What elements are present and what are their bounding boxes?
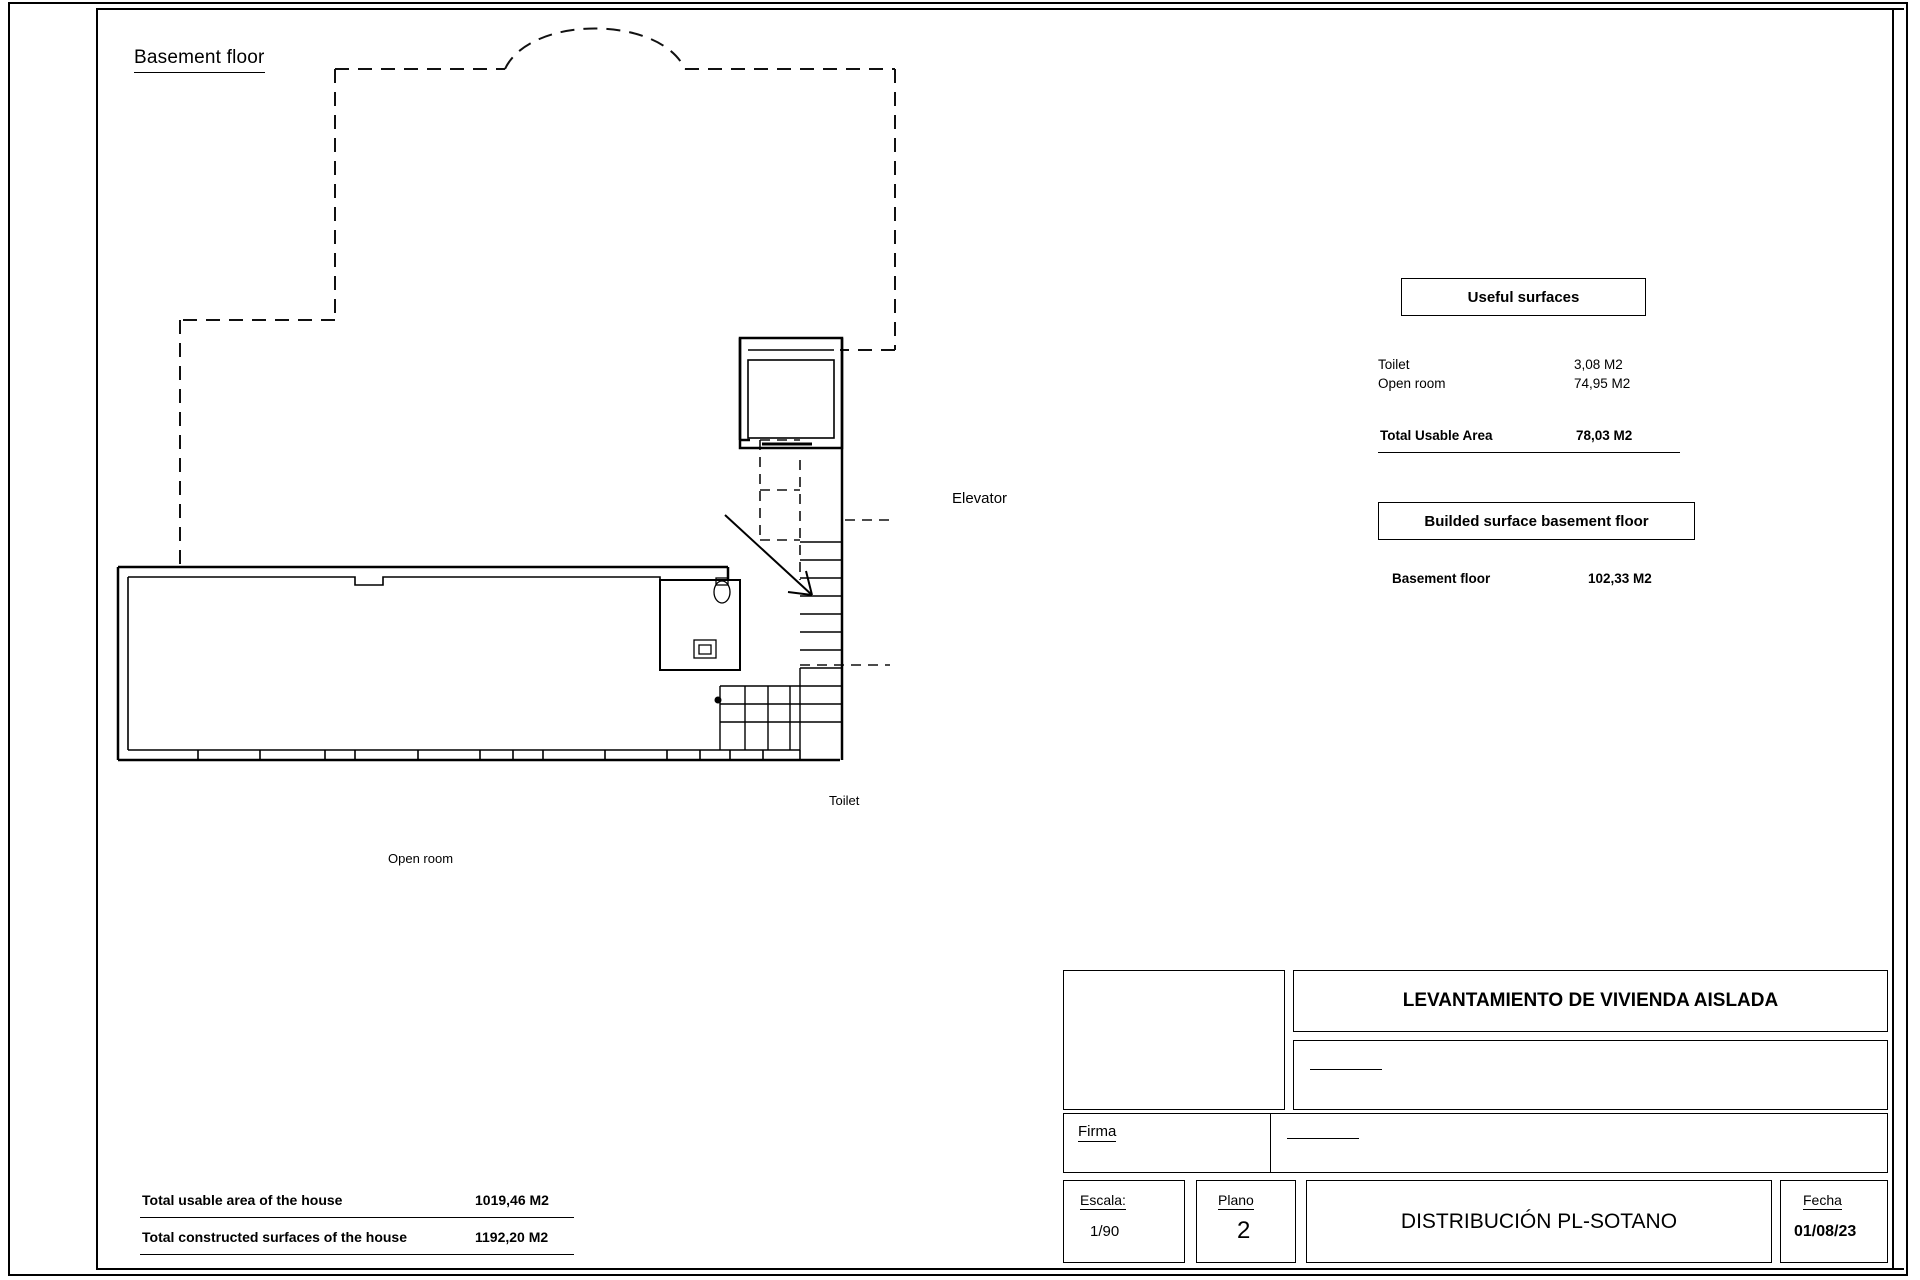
sheet-border-inner-right xyxy=(1892,8,1894,1270)
date-value: 01/08/23 xyxy=(1794,1223,1857,1240)
title-block-date-cell xyxy=(1780,1180,1888,1263)
total-usable-area-value: 1019,46 M2 xyxy=(475,1192,549,1208)
title-block-reviewer-rule xyxy=(1287,1138,1359,1139)
title-block-scale-cell xyxy=(1063,1180,1185,1263)
total-constructed-value: 1192,20 M2 xyxy=(475,1229,549,1245)
legend-row-basement-floor-value: 102,33 M2 xyxy=(1588,571,1652,586)
date-label: Fecha xyxy=(1803,1192,1842,1208)
floor-plan-drawing xyxy=(100,20,1100,1020)
legend-useful-surfaces-header: Useful surfaces xyxy=(1401,278,1646,316)
legend-row-toilet-value: 3,08 M2 xyxy=(1574,357,1623,372)
total-constructed-label: Total constructed surfaces of the house xyxy=(142,1229,408,1245)
title-block-author-cell xyxy=(1293,1040,1888,1110)
signature-label: Firma xyxy=(1078,1123,1117,1140)
title-block-author-rule xyxy=(1310,1069,1382,1070)
page-title: Basement floor xyxy=(134,48,265,73)
plan-label: Plano xyxy=(1218,1192,1254,1208)
legend-total-usable-area-label: Total Usable Area xyxy=(1380,428,1493,443)
legend-row-basement-floor-label: Basement floor xyxy=(1392,571,1491,586)
room-label-elevator: Elevator xyxy=(952,490,1008,507)
title-block-logo-cell xyxy=(1063,970,1285,1110)
title-block-project-title: LEVANTAMIENTO DE VIVIENDA AISLADA xyxy=(1293,970,1888,1032)
room-label-toilet: Toilet xyxy=(829,793,860,808)
total-usable-area-label: Total usable area of the house xyxy=(142,1192,343,1208)
totals-rule-2 xyxy=(140,1254,574,1255)
title-block-drawing-title: DISTRIBUCIÓN PL-SOTANO xyxy=(1306,1180,1772,1263)
legend-row-toilet-label: Toilet xyxy=(1378,357,1410,372)
title-block-plan-cell xyxy=(1196,1180,1296,1263)
legend-rule xyxy=(1378,452,1680,453)
plan-value: 2 xyxy=(1237,1217,1251,1244)
scale-label: Escala: xyxy=(1080,1192,1126,1208)
legend-total-usable-area-value: 78,03 M2 xyxy=(1576,428,1633,443)
title-block-signature-cell xyxy=(1063,1113,1285,1173)
room-label-open-room: Open room xyxy=(388,851,454,866)
totals-rule-1 xyxy=(140,1217,574,1218)
legend-builded-surface-header: Builded surface basement floor xyxy=(1378,502,1695,540)
title-block-reviewer-cell xyxy=(1270,1113,1888,1173)
legend-row-open-room-value: 74,95 M2 xyxy=(1574,376,1631,391)
scale-value: 1/90 xyxy=(1090,1223,1120,1240)
legend-row-open-room-label: Open room xyxy=(1378,376,1446,391)
